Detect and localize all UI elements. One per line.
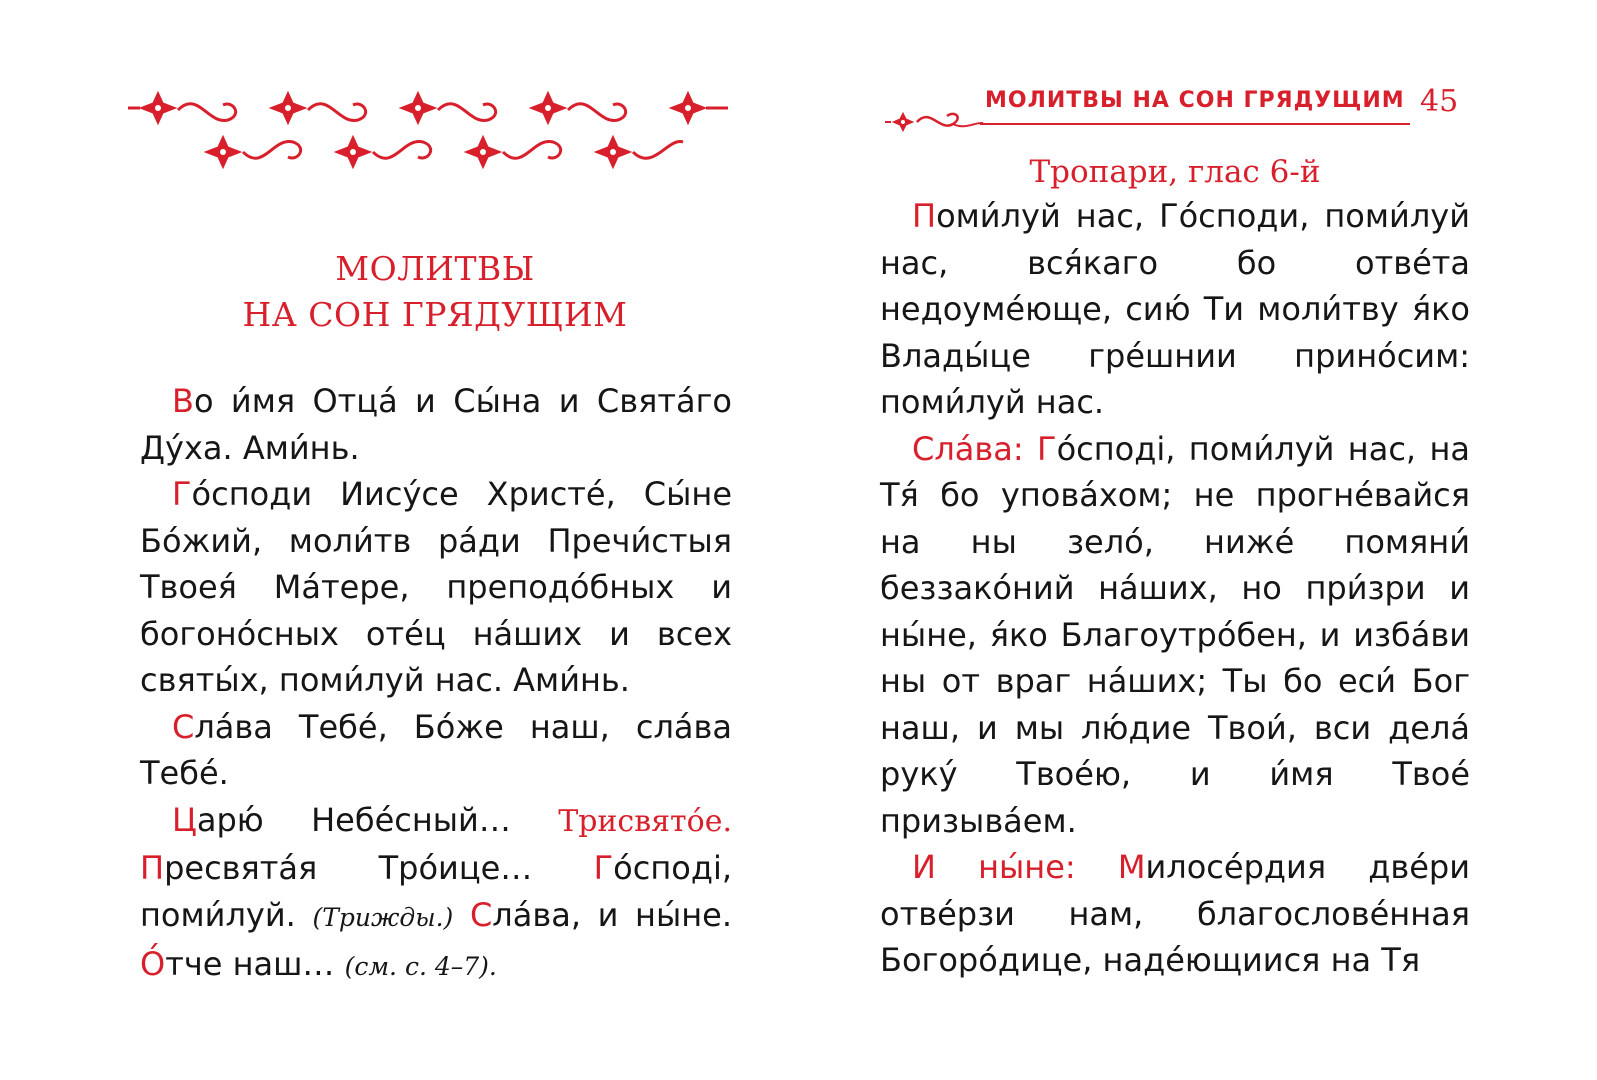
page-number: 45 bbox=[1420, 84, 1459, 119]
small-flourish-icon bbox=[885, 102, 985, 142]
right-page bbox=[800, 0, 1597, 1080]
paragraph bbox=[880, 844, 1470, 984]
italic-note: (см. с. 4–7). bbox=[344, 952, 497, 981]
drop-initial: О́ bbox=[140, 945, 166, 983]
drop-initial: М bbox=[1117, 848, 1146, 886]
paragraph-text: о́споди Иису́се Христе́, Сы́не Бо́жий, моли́тв ра́ди Пречи́стыя Твоея́ Ма́тере, преподо́бных и богоно́сных оте́ц на́ших и всех святы́х, поми́луй нас. Ами́нь. bbox=[140, 475, 732, 699]
paragraph-text: о и́мя Отца́ и Сы́на и Свята́го Ду́ха. Ами́нь. bbox=[140, 382, 732, 467]
drop-initial: Г bbox=[1037, 429, 1057, 468]
drop-initial: В bbox=[172, 382, 194, 420]
drop-initial: Г bbox=[593, 849, 614, 887]
paragraph-text: ла́ва, и ны́не. bbox=[492, 895, 733, 934]
paragraph bbox=[880, 193, 1470, 426]
italic-note: (Трижды.) bbox=[312, 902, 454, 932]
rubric: И ны́не: bbox=[912, 848, 1118, 886]
paragraph-text: оми́луй нас, Го́споди, поми́луй нас, вся́каго бо отве́та недоуме́юще, сию́ Ти моли́тву я́ко Влады́це гре́шнии прино́сим: поми́луй нас. bbox=[880, 197, 1470, 421]
paragraph bbox=[140, 704, 732, 797]
rubric: Сла́ва: bbox=[912, 429, 1038, 468]
paragraph bbox=[140, 471, 732, 704]
running-title: МОЛИТВЫ НА СОН ГРЯДУЩИМ bbox=[985, 88, 1405, 113]
right-body-text bbox=[880, 193, 1470, 984]
section-title-line1: МОЛИТВЫ bbox=[335, 249, 535, 288]
drop-initial: С bbox=[469, 895, 493, 934]
paragraph-text: тче наш… bbox=[165, 945, 345, 983]
section-title-line2: НА СОН ГРЯДУЩИМ bbox=[242, 295, 628, 334]
paragraph bbox=[880, 426, 1470, 845]
header-rule bbox=[980, 123, 1410, 125]
paragraph bbox=[140, 378, 732, 471]
running-head bbox=[885, 86, 1475, 136]
drop-initial: Г bbox=[172, 475, 192, 513]
left-body-text bbox=[140, 378, 732, 991]
paragraph-text: илосе́рдия две́ри отве́рзи нам, благослове́нная Богоро́дице, наде́ющиися на Тя bbox=[880, 848, 1471, 979]
drop-initial: П bbox=[140, 849, 165, 887]
paragraph-text: о́сподi, поми́луй. bbox=[140, 849, 732, 934]
rubric: Трисвято́е. bbox=[558, 803, 732, 839]
paragraph-text: о́сподi, поми́луй нас, на Тя́ бо упова́хом; не прогне́вайся на ны зело́, ниже́ помяни́ беззако́ний на́ших, но при́зри и ны́не, я́ко Благоутро́бен, и изба́ви ны от враг на́ших; Ты бо еси́ Бог наш, и мы лю́дие Твои́, вси дела́ руку́ Твое́ю, и и́мя Твое́ призыва́ем. bbox=[880, 429, 1471, 840]
paragraph-text: ла́ва Тебе́, Бо́же наш, сла́ва Тебе́. bbox=[140, 707, 732, 792]
paragraph-text: арю́ Небе́сный… bbox=[196, 800, 559, 839]
drop-initial: П bbox=[912, 197, 937, 235]
floral-ornament-icon bbox=[128, 80, 728, 190]
section-subtitle: Тропари, глас 6-й bbox=[1029, 154, 1321, 190]
drop-initial: Ц bbox=[172, 800, 197, 839]
paragraph-text: ресвята́я Тро́ице… bbox=[164, 849, 594, 887]
paragraph bbox=[140, 797, 732, 991]
drop-initial: С bbox=[172, 707, 195, 746]
